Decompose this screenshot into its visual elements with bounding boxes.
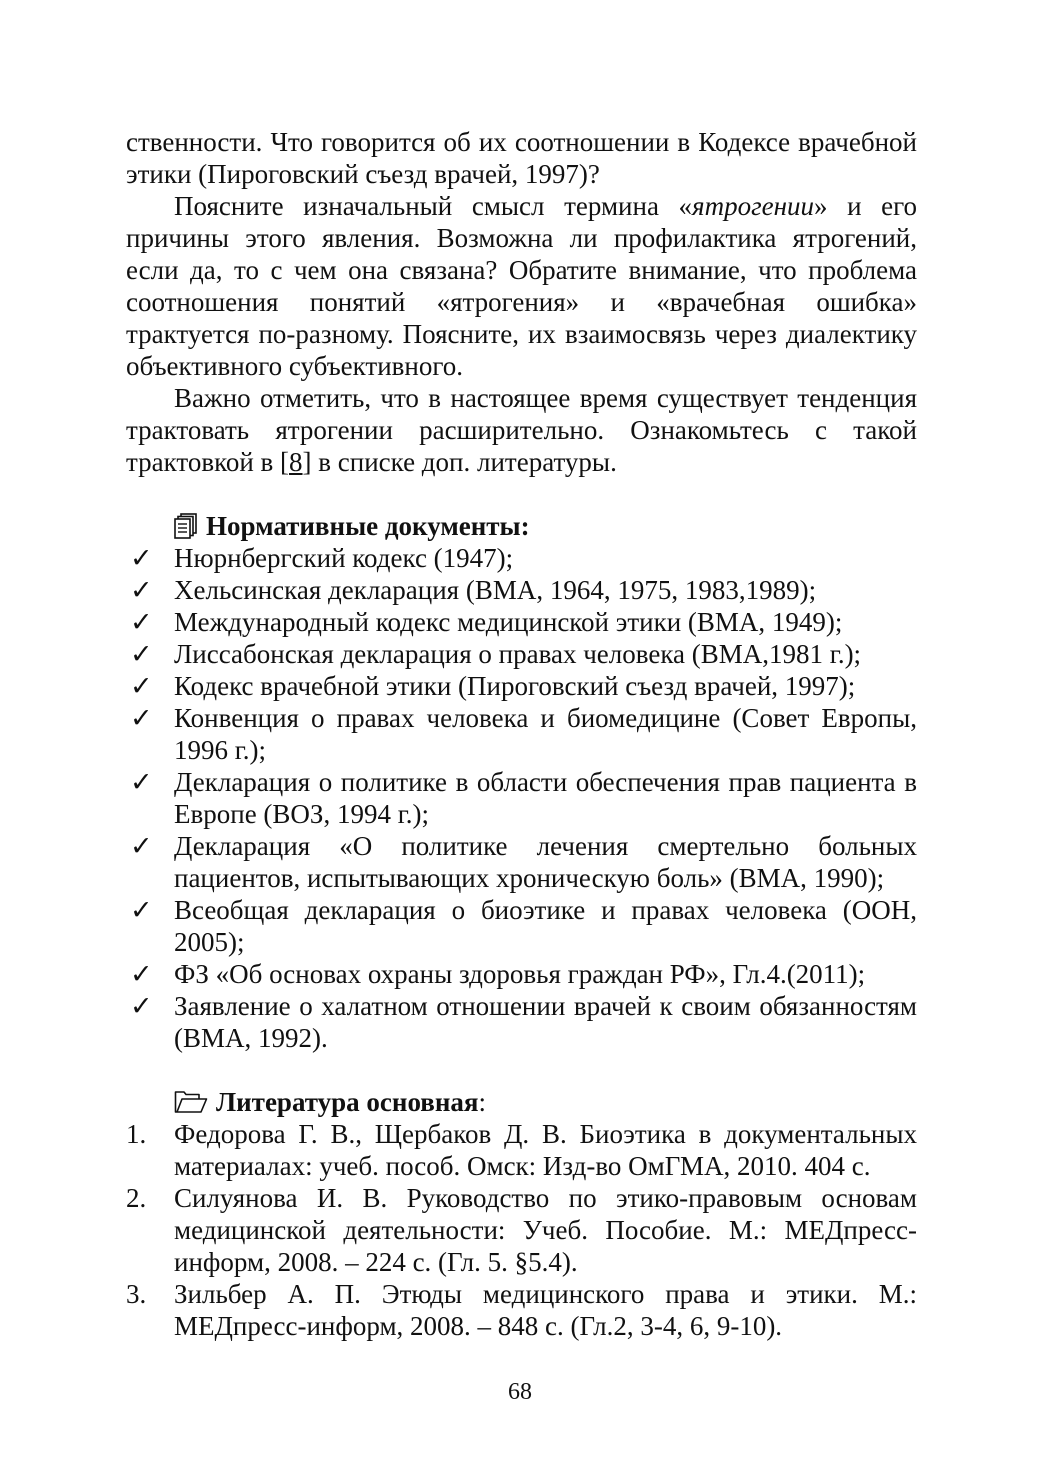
spacer [126,478,917,510]
check-icon: ✓ [130,575,153,605]
list-item [126,1118,917,1182]
list-item-text: Зильбер А. П. Этюды медицинского права и этики. М.: МЕДпресс-информ, 2008. – 848 с. (Гл.2, 3-4, 6, 9-10). [174,1279,917,1341]
literature-heading-text: Литература основная [216,1087,479,1117]
literature-heading-colon: : [478,1087,487,1117]
list-item-text: Нюрнбергский кодекс (1947); [174,543,514,573]
check-icon: ✓ [130,543,153,573]
list-item [126,542,917,574]
term-iatrogeny: ятрогении [692,191,814,221]
check-icon: ✓ [130,671,153,701]
list-item [126,830,917,894]
intro-paragraph-3 [126,382,917,478]
list-item-text: Лиссабонская декларация о правах человека (ВМА,1981 г.); [174,639,862,669]
normative-heading [126,510,917,542]
intro-p3-after: ] в списке доп. литературы. [302,447,617,477]
list-item-text: Федорова Г. В., Щербаков Д. В. Биоэтика в документальных материалах: учеб. пособ. Омск: Изд-во ОмГМА, 2010. 404 с. [174,1119,917,1181]
check-icon: ✓ [130,703,153,733]
list-item-text: Хельсинская декларация (ВМА, 1964, 1975, 1983,1989); [174,575,817,605]
normative-list [126,542,917,1054]
intro-paragraph-2 [126,190,917,382]
list-item-text: Всеобщая декларация о биоэтике и правах человека (ООН, 2005); [174,895,917,957]
page-number: 68 [508,1379,532,1405]
folder-icon [174,1090,208,1114]
check-icon: ✓ [130,607,153,637]
list-item [126,894,917,958]
list-item [126,1278,917,1342]
list-item [126,702,917,766]
list-item-text: Международный кодекс медицинской этики (ВМА, 1949); [174,607,843,637]
list-item-text: Декларация «О политике лечения смертельно больных пациентов, испытывающих хроническую боль» (ВМА, 1990); [174,831,917,893]
list-item-text: Заявление о халатном отношении врачей к своим обязанностям (ВМА, 1992). [174,991,917,1053]
list-item [126,606,917,638]
page-body [126,126,917,1342]
intro-p2-before: Поясните изначальный смысл термина « [174,191,693,221]
intro-paragraph-1: ственности. Что говорится об их соотношении в Кодексе врачебной этики (Пироговский съезд врачей, 1997)? [126,127,917,189]
check-icon: ✓ [130,767,153,797]
list-item [126,958,917,990]
list-item-number: 1. [126,1119,147,1149]
list-item-text: Силуянова И. В. Руководство по этико-правовым основам медицинской деятельности: Учеб. Пособие. М.: МЕДпресс-информ, 2008. – 224 с. (Гл. 5. §5.4). [174,1183,917,1277]
list-item [126,766,917,830]
list-item [126,1182,917,1278]
check-icon: ✓ [130,831,153,861]
list-item-text: Декларация о политике в области обеспечения прав пациента в Европе (ВОЗ, 1994 г.); [174,767,917,829]
intro-p2-after: » и его причины этого явления. Возможна ли профилактика ятрогений, если да, то с чем она связана? Обратите внимание, что проблема соотношения понятий «ятрогения» и «врачебная ошибка» трактуется по-разному. Поясните, их взаимосвязь через диалектику объективного субъективного. [126,191,917,381]
list-item-number: 2. [126,1183,147,1213]
documents-icon [174,513,198,539]
reference-link-8[interactable]: 8 [289,447,303,477]
check-icon: ✓ [130,895,153,925]
check-icon: ✓ [130,639,153,669]
literature-heading [126,1086,917,1118]
list-item-text: Конвенция о правах человека и биомедицине (Совет Европы, 1996 г.); [174,703,917,765]
intro-p3-before: Важно отметить, что в настоящее время существует тенденция трактовать ятрогении расширительно. Ознакомьтесь с такой трактовкой в [ [126,383,917,477]
list-item [126,990,917,1054]
list-item [126,574,917,606]
check-icon: ✓ [130,959,153,989]
check-icon: ✓ [130,991,153,1021]
normative-heading-text: Нормативные документы: [206,511,530,541]
list-item-text: Кодекс врачебной этики (Пироговский съезд врачей, 1997); [174,671,856,701]
list-item [126,670,917,702]
literature-list [126,1118,917,1342]
list-item [126,638,917,670]
list-item-number: 3. [126,1279,147,1309]
spacer [126,1054,917,1086]
list-item-text: ФЗ «Об основах охраны здоровья граждан РФ», Гл.4.(2011); [174,959,866,989]
